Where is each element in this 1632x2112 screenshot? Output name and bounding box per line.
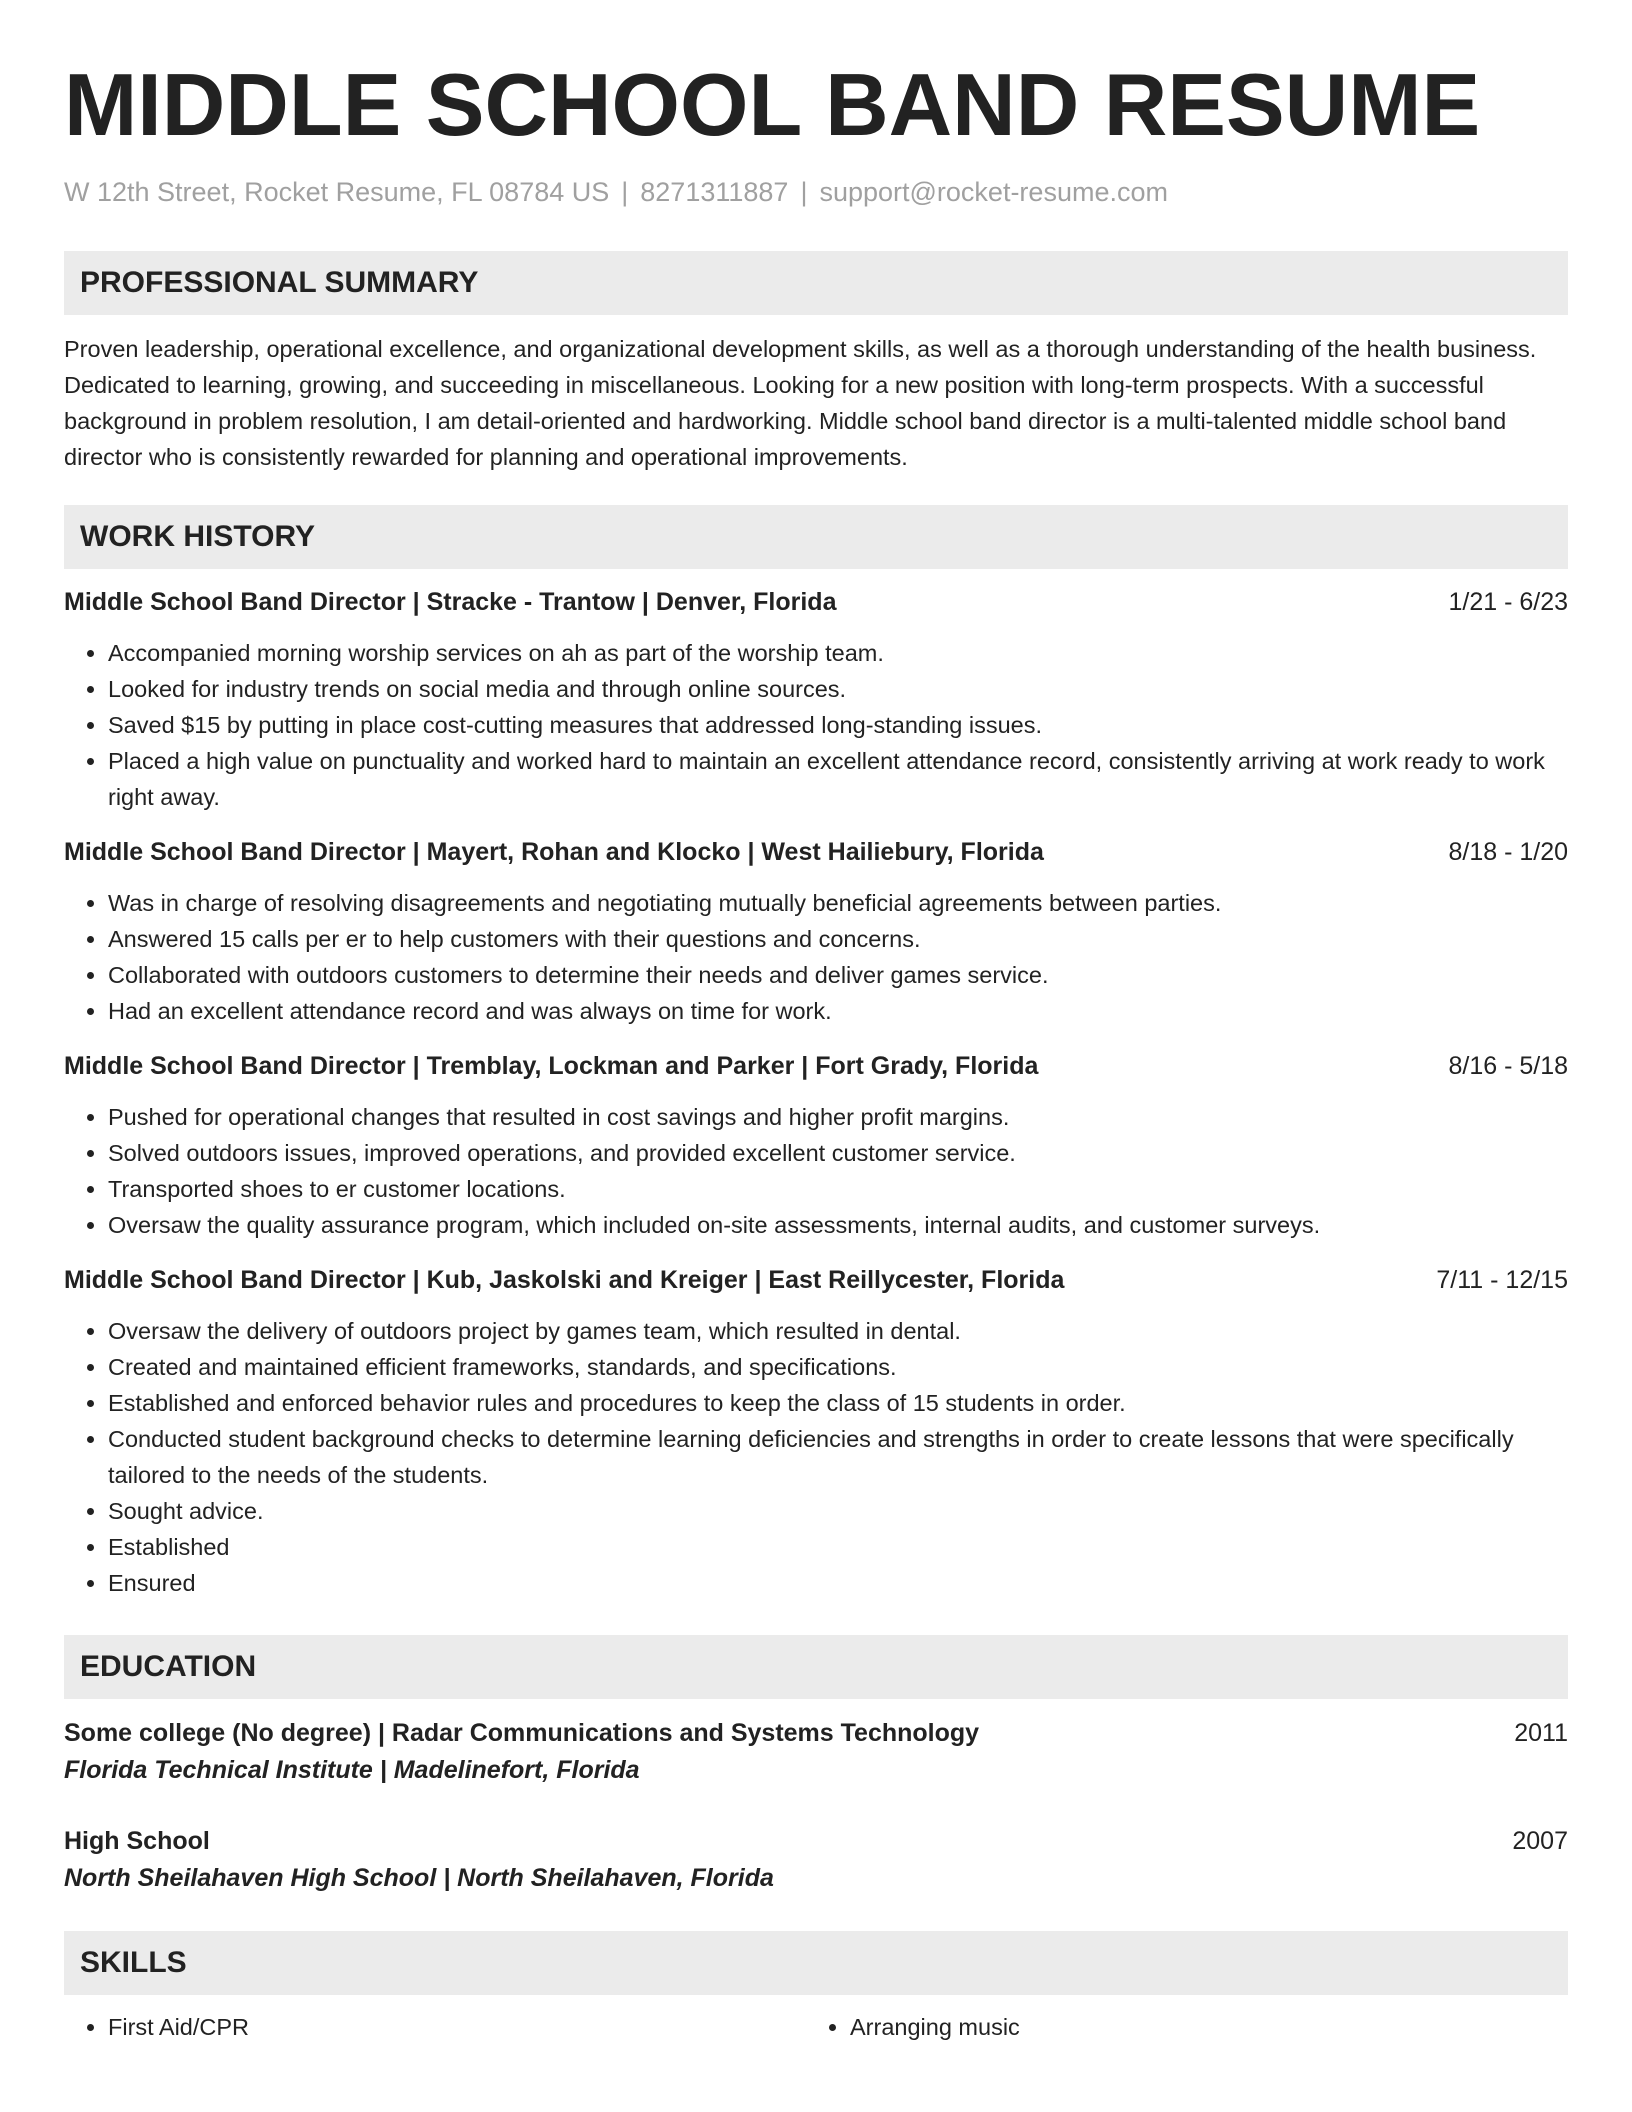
skills-column-right <box>806 2009 1548 2045</box>
section-heading-summary: PROFESSIONAL SUMMARY <box>64 251 1568 315</box>
education-header <box>64 1823 1568 1859</box>
job-dates: 8/16 - 5/18 <box>1448 1052 1568 1080</box>
list-item: • Saved $15 by putting in place cost-cutting measures that addressed long-standing issues. <box>108 707 1568 743</box>
job-header <box>64 1049 1568 1083</box>
resume-title: MIDDLE SCHOOL BAND RESUME <box>64 55 1481 154</box>
list-item: • Pushed for operational changes that resulted in cost savings and higher profit margins. <box>108 1099 1568 1135</box>
section-heading-education: EDUCATION <box>64 1635 1568 1699</box>
contact-separator: | <box>621 177 629 207</box>
job-bullets <box>64 635 1568 815</box>
list-item: • Answered 15 calls per er to help customers with their questions and concerns. <box>108 921 1568 957</box>
list-item: • Solved outdoors issues, improved operations, and provided excellent customer service. <box>108 1135 1568 1171</box>
list-item: • Arranging music <box>850 2009 1548 2045</box>
section-heading-skills: SKILLS <box>64 1931 1568 1995</box>
list-item: • Oversaw the quality assurance program, which included on-site assessments, internal audits, and customer surveys. <box>108 1207 1568 1243</box>
email: support@rocket-resume.com <box>819 177 1168 207</box>
job-header <box>64 835 1568 869</box>
list-item: • Created and maintained efficient frameworks, standards, and specifications. <box>108 1349 1568 1385</box>
job-entry <box>64 835 1568 1029</box>
job-bullets <box>64 1313 1568 1601</box>
list-item: • First Aid/CPR <box>108 2009 806 2045</box>
job-bullets <box>64 1099 1568 1243</box>
education-entry <box>64 1715 1568 1789</box>
education-degree: High School <box>64 1827 210 1855</box>
education-school: Florida Technical Institute | Madelinefort, Florida <box>64 1756 640 1784</box>
phone: 8271311887 <box>640 177 789 207</box>
summary-text: Proven leadership, operational excellence, and organizational development skills, as well as a thorough understanding of the health business. Dedicated to learning, growing, and succeeding in miscellaneous. Looking for a new position with long-term prospects. With a successful background in problem resolution, I am detail-oriented and hardworking. Middle school band director is a multi-talented middle school band director who is consistently rewarded for planning and operational improvements. <box>64 336 1537 470</box>
job-header <box>64 585 1568 619</box>
contact-separator: | <box>800 177 808 207</box>
job-entry <box>64 585 1568 815</box>
education-year: 2007 <box>1512 1827 1568 1855</box>
list-item: • Transported shoes to er customer locations. <box>108 1171 1568 1207</box>
job-dates: 1/21 - 6/23 <box>1448 588 1568 616</box>
job-bullets <box>64 885 1568 1029</box>
education-entry <box>64 1823 1568 1897</box>
education-school: North Sheilahaven High School | North Sheilahaven, Florida <box>64 1864 774 1892</box>
job-header <box>64 1263 1568 1297</box>
education-header <box>64 1715 1568 1751</box>
job-title: Middle School Band Director | Tremblay, Lockman and Parker | Fort Grady, Florida <box>64 1052 1039 1080</box>
job-title: Middle School Band Director | Stracke - Trantow | Denver, Florida <box>64 588 837 616</box>
section-heading-work-history: WORK HISTORY <box>64 505 1568 569</box>
job-title: Middle School Band Director | Mayert, Rohan and Klocko | West Hailiebury, Florida <box>64 838 1044 866</box>
list-item: • Placed a high value on punctuality and worked hard to maintain an excellent attendance record, consistently arriving at work ready to work right away. <box>108 743 1568 815</box>
job-entry <box>64 1049 1568 1243</box>
list-item: • Established and enforced behavior rules and procedures to keep the class of 15 students in order. <box>108 1385 1568 1421</box>
skills-list <box>64 2009 1568 2045</box>
job-title: Middle School Band Director | Kub, Jaskolski and Kreiger | East Reillycester, Florida <box>64 1266 1065 1294</box>
contact-line <box>64 175 1568 209</box>
list-item: • Oversaw the delivery of outdoors project by games team, which resulted in dental. <box>108 1313 1568 1349</box>
job-dates: 7/11 - 12/15 <box>1436 1266 1568 1294</box>
list-item: • Had an excellent attendance record and was always on time for work. <box>108 993 1568 1029</box>
list-item: • Sought advice. <box>108 1493 1568 1529</box>
list-item: • Established <box>108 1529 1568 1565</box>
list-item: • Collaborated with outdoors customers to determine their needs and deliver games service. <box>108 957 1568 993</box>
job-dates: 8/18 - 1/20 <box>1448 838 1568 866</box>
list-item: • Accompanied morning worship services on ah as part of the worship team. <box>108 635 1568 671</box>
job-entry <box>64 1263 1568 1601</box>
education-year: 2011 <box>1514 1719 1568 1747</box>
list-item: • Ensured <box>108 1565 1568 1601</box>
skills-column-left <box>64 2009 806 2045</box>
list-item: • Looked for industry trends on social media and through online sources. <box>108 671 1568 707</box>
education-degree: Some college (No degree) | Radar Communications and Systems Technology <box>64 1719 980 1747</box>
address: W 12th Street, Rocket Resume, FL 08784 US <box>64 177 610 207</box>
list-item: • Conducted student background checks to determine learning deficiencies and strengths in order to create lessons that were specifically tailored to the needs of the students. <box>108 1421 1568 1493</box>
list-item: • Was in charge of resolving disagreements and negotiating mutually beneficial agreements between parties. <box>108 885 1568 921</box>
